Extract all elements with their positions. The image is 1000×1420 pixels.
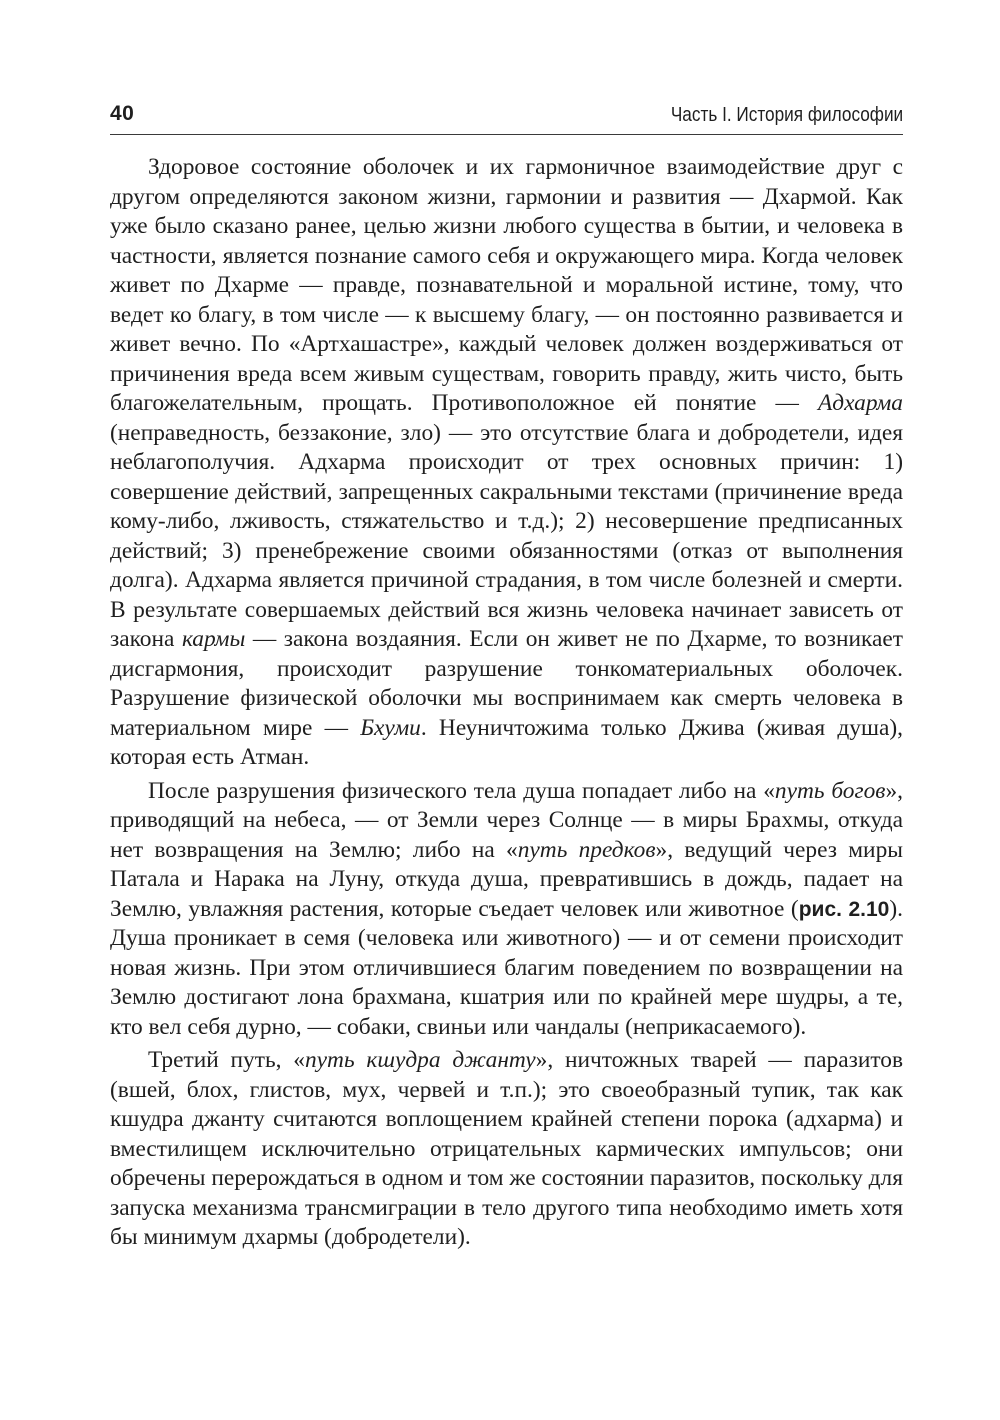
- italic-term: Адхарма: [817, 390, 903, 416]
- paragraph: [110, 153, 903, 773]
- body-text: [110, 153, 903, 1257]
- text-run: », ведущий через миры Патала и Нарака на Луну, откуда душа, превратившись в дождь, падает на Землю, увлажняя растения, которые съедает человек или животное (: [110, 836, 903, 922]
- text-run: . Неуничтожима только Джива (живая душа), которая есть Атман.: [110, 714, 904, 770]
- page-number: 40: [110, 102, 135, 125]
- paragraph: [110, 777, 903, 1043]
- italic-term: путь предков: [517, 836, 656, 863]
- text-run: ). Душа проникает в семя (человека или животного) — и от семени происходит новая жизнь. При этом отличившиеся благим поведением по возвращении на Землю достигают лона брахмана, кшатрия или по крайней мере шудры, а те, кто вел себя дурно, — собаки, свиньи или чандалы (неприкасаемого).: [110, 895, 903, 1040]
- text-run: — закона воздаяния. Если он живет не по Дхарме, то возникает дисгармония, происходит разрушение тонкоматериальных оболочек. Разрушение физической оболочки мы воспринимаем как смерть человека в материальном мире —: [110, 626, 903, 741]
- italic-term: путь кшудра джанту: [304, 1047, 536, 1073]
- text-run: », ничтожных тварей — паразитов (вшей, блох, глистов, мух, червей и т.п.); это своеобразный тупик, так как кшудра джанту считаются воплощением крайней степени порока (адхарма) и вместилищем исключительно отрицательных кармических импульсов; они обречены перерождаться в одном и том же состоянии паразитов, поскольку для запуска механизма трансмиграции в тело другого типа необходимо иметь хотя бы минимум дхармы (добродетели).: [110, 1047, 904, 1250]
- text-run: », приводящий на небеса, — от Земли через Солнце — в миры Брахмы, откуда нет возвращения на Землю; либо на «: [110, 777, 903, 863]
- italic-term: Бхуми: [360, 714, 421, 741]
- running-header: [110, 98, 903, 135]
- paragraph: [110, 1046, 903, 1253]
- italic-term: кармы: [181, 626, 246, 652]
- text-run: После разрушения физического тела душа попадает либо на «: [148, 777, 775, 804]
- running-title: Часть I. История философии: [670, 104, 903, 126]
- italic-term: путь богов: [774, 777, 886, 804]
- text-run: Третий путь, «: [148, 1047, 305, 1073]
- text-run: (неправедность, беззаконие, зло) — это отсутствие блага и добродетели, идея неблагополучия. Адхарма происходит от трех основных причин: 1) совершение действий, запрещенных сакральными текстами (причинение вреда кому-либо, лживость, стяжательство и т.д.); 2) несовершение предписанных действий; 3) пренебрежение своими обязанностями (отказ от выполнения долга). Адхарма является причиной страдания, в том числе болезней и смерти. В результате совершаемых действий вся жизнь человека начинает зависеть от закона: [110, 419, 903, 652]
- figure-reference: рис. 2.10: [798, 897, 890, 921]
- text-run: Здоровое состояние оболочек и их гармоничное взаимодействие друг с другом определяются законом жизни, гармонии и развития — Дхармой. Как уже было сказано ранее, целью жизни любого существа в бытии, и человека в частности, является познание самого себя и окружающего мира. Когда человек живет по Дхарме — правде, познавательной и моральной истине, тому, что ведет ко благу, в том числе — к высшему благу, — он постоянно развивается и живет вечно. По «Артхашастре», каждый человек должен воздерживаться от причинения вреда всем живым существам, говорить правду, жить чисто, быть благожелательным, прощать. Противоположное ей понятие —: [110, 154, 903, 416]
